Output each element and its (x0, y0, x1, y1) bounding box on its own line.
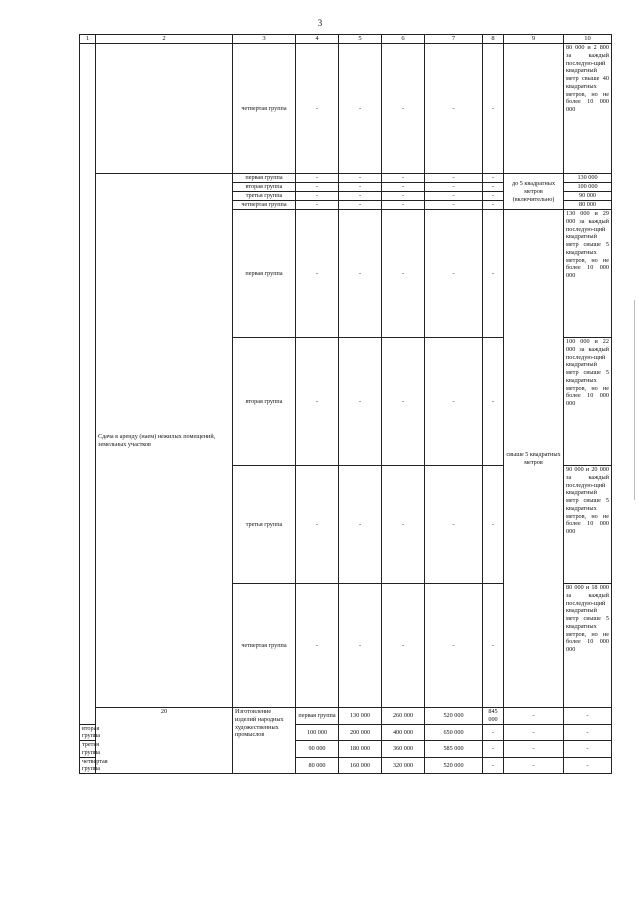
rate-value: 845 000 (483, 708, 504, 725)
dash-cell: - (339, 192, 382, 201)
dash-cell: - (382, 210, 425, 338)
group-cell: четвертая группа (233, 44, 296, 174)
header-col-9: 9 (504, 35, 564, 44)
rate-value: 180 000 (339, 741, 382, 758)
header-col-10: 10 (564, 35, 612, 44)
rate-value: 520 000 (425, 757, 483, 774)
tax-rate-table (79, 34, 612, 774)
dash-cell: - (483, 584, 504, 708)
group-cell: первая группа (296, 708, 339, 725)
rate-value: 100 000 (296, 724, 339, 741)
activity-crafts: Изготовление изделий народных художественных промыслов (233, 708, 296, 774)
dash-cell: - (296, 201, 339, 210)
header-col-5: 5 (339, 35, 382, 44)
dash-cell: - (296, 210, 339, 338)
dash-cell: - (296, 338, 339, 466)
group-cell: третья группа (80, 741, 96, 758)
dash-cell: - (425, 466, 483, 584)
number-cell (80, 44, 96, 725)
rate-description: 90 000 и 20 000 за каждый последую-щий квадратный метр свыше 5 квадратных метров, но не более 10 000 000 (564, 466, 612, 584)
rate-value: 130 000 (564, 174, 612, 183)
rate-description: 80 000 и 18 000 за каждый последую-щий квадратный метр свыше 5 квадратных метров, но не более 10 000 000 (564, 584, 612, 708)
activity-rent: Сдача в аренду (наем) нежилых помещений, земельных участков (96, 174, 233, 708)
dash-cell: - (504, 708, 564, 725)
dash-cell: - (339, 174, 382, 183)
dash-cell: - (483, 757, 504, 774)
group-cell: вторая группа (233, 183, 296, 192)
dash-cell: - (564, 741, 612, 758)
rate-value: 80 000 (564, 201, 612, 210)
area-small: до 5 квадратных метров (включительно) (504, 174, 564, 210)
rate-value: 520 000 (425, 708, 483, 725)
dash-cell: - (382, 338, 425, 466)
dash-cell: - (382, 174, 425, 183)
page-number: 3 (317, 18, 323, 28)
row-number: 20 (96, 708, 233, 774)
area-large: свыше 5 квадратных метров (504, 210, 564, 708)
dash-cell: - (339, 584, 382, 708)
rate-value: 160 000 (339, 757, 382, 774)
header-col-7: 7 (425, 35, 483, 44)
table-row (80, 44, 612, 174)
dash-cell: - (339, 183, 382, 192)
header-col-6: 6 (382, 35, 425, 44)
header-col-1: 1 (80, 35, 96, 44)
dash-cell: - (425, 183, 483, 192)
header-row (80, 35, 612, 44)
dash-cell: - (483, 741, 504, 758)
rate-value: 650 000 (425, 724, 483, 741)
dash-cell: - (483, 724, 504, 741)
group-cell: первая группа (233, 174, 296, 183)
rate-value: 320 000 (382, 757, 425, 774)
table-row (80, 174, 612, 183)
header-col-2: 2 (96, 35, 233, 44)
dash-cell: - (425, 192, 483, 201)
dash-cell: - (339, 210, 382, 338)
group-cell: четвертая группа (80, 757, 96, 774)
dash-cell: - (504, 724, 564, 741)
dash-cell: - (483, 192, 504, 201)
group-cell: первая группа (233, 210, 296, 338)
group-cell: вторая группа (80, 724, 96, 741)
header-col-8: 8 (483, 35, 504, 44)
dash-cell: - (425, 44, 483, 174)
dash-cell: - (382, 192, 425, 201)
scan-edge-line (634, 300, 635, 500)
dash-cell: - (425, 584, 483, 708)
dash-cell: - (483, 183, 504, 192)
dash-cell: - (339, 338, 382, 466)
dash-cell: - (483, 174, 504, 183)
rate-value: 360 000 (382, 741, 425, 758)
dash-cell: - (339, 44, 382, 174)
activity-cell (96, 44, 233, 174)
dash-cell: - (296, 584, 339, 708)
dash-cell: - (382, 183, 425, 192)
dash-cell: - (382, 466, 425, 584)
dash-cell: - (504, 741, 564, 758)
dash-cell: - (339, 466, 382, 584)
table-row (80, 708, 612, 725)
header-col-3: 3 (233, 35, 296, 44)
rate-value: 400 000 (382, 724, 425, 741)
dash-cell: - (339, 201, 382, 210)
dash-cell: - (425, 174, 483, 183)
rate-value: 80 000 (296, 757, 339, 774)
dash-cell: - (382, 44, 425, 174)
dash-cell: - (296, 174, 339, 183)
dash-cell: - (296, 466, 339, 584)
dash-cell: - (296, 192, 339, 201)
dash-cell: - (483, 338, 504, 466)
dash-cell: - (425, 201, 483, 210)
dash-cell: - (382, 584, 425, 708)
dash-cell: - (564, 724, 612, 741)
dash-cell: - (564, 708, 612, 725)
dash-cell: - (483, 210, 504, 338)
area-cell (504, 44, 564, 174)
rate-value: 90 000 (564, 192, 612, 201)
rate-description: 100 000 и 22 000 за каждый последую-щий квадратный метр свыше 5 квадратных метров, но не более 10 000 000 (564, 338, 612, 466)
rate-description: 130 000 и 29 000 за каждый последую-щий квадратный метр свыше 5 квадратных метров, но не более 10 000 000 (564, 210, 612, 338)
dash-cell: - (425, 338, 483, 466)
dash-cell: - (504, 757, 564, 774)
dash-cell: - (483, 201, 504, 210)
rate-description: 80 000 и 2 800 за каждый последую-щий квадратный метр свыше 40 квадратных метров, но не более 10 000 000 (564, 44, 612, 174)
dash-cell: - (483, 44, 504, 174)
dash-cell: - (296, 183, 339, 192)
dash-cell: - (564, 757, 612, 774)
rate-value: 90 000 (296, 741, 339, 758)
group-cell: третья группа (233, 466, 296, 584)
group-cell: вторая группа (233, 338, 296, 466)
dash-cell: - (382, 201, 425, 210)
dash-cell: - (296, 44, 339, 174)
rate-value: 130 000 (339, 708, 382, 725)
rate-value: 260 000 (382, 708, 425, 725)
dash-cell: - (483, 466, 504, 584)
group-cell: третья группа (233, 192, 296, 201)
group-cell: четвертая группа (233, 201, 296, 210)
header-col-4: 4 (296, 35, 339, 44)
dash-cell: - (425, 210, 483, 338)
rate-value: 585 000 (425, 741, 483, 758)
rate-value: 100 000 (564, 183, 612, 192)
group-cell: четвертая группа (233, 584, 296, 708)
rate-value: 200 000 (339, 724, 382, 741)
